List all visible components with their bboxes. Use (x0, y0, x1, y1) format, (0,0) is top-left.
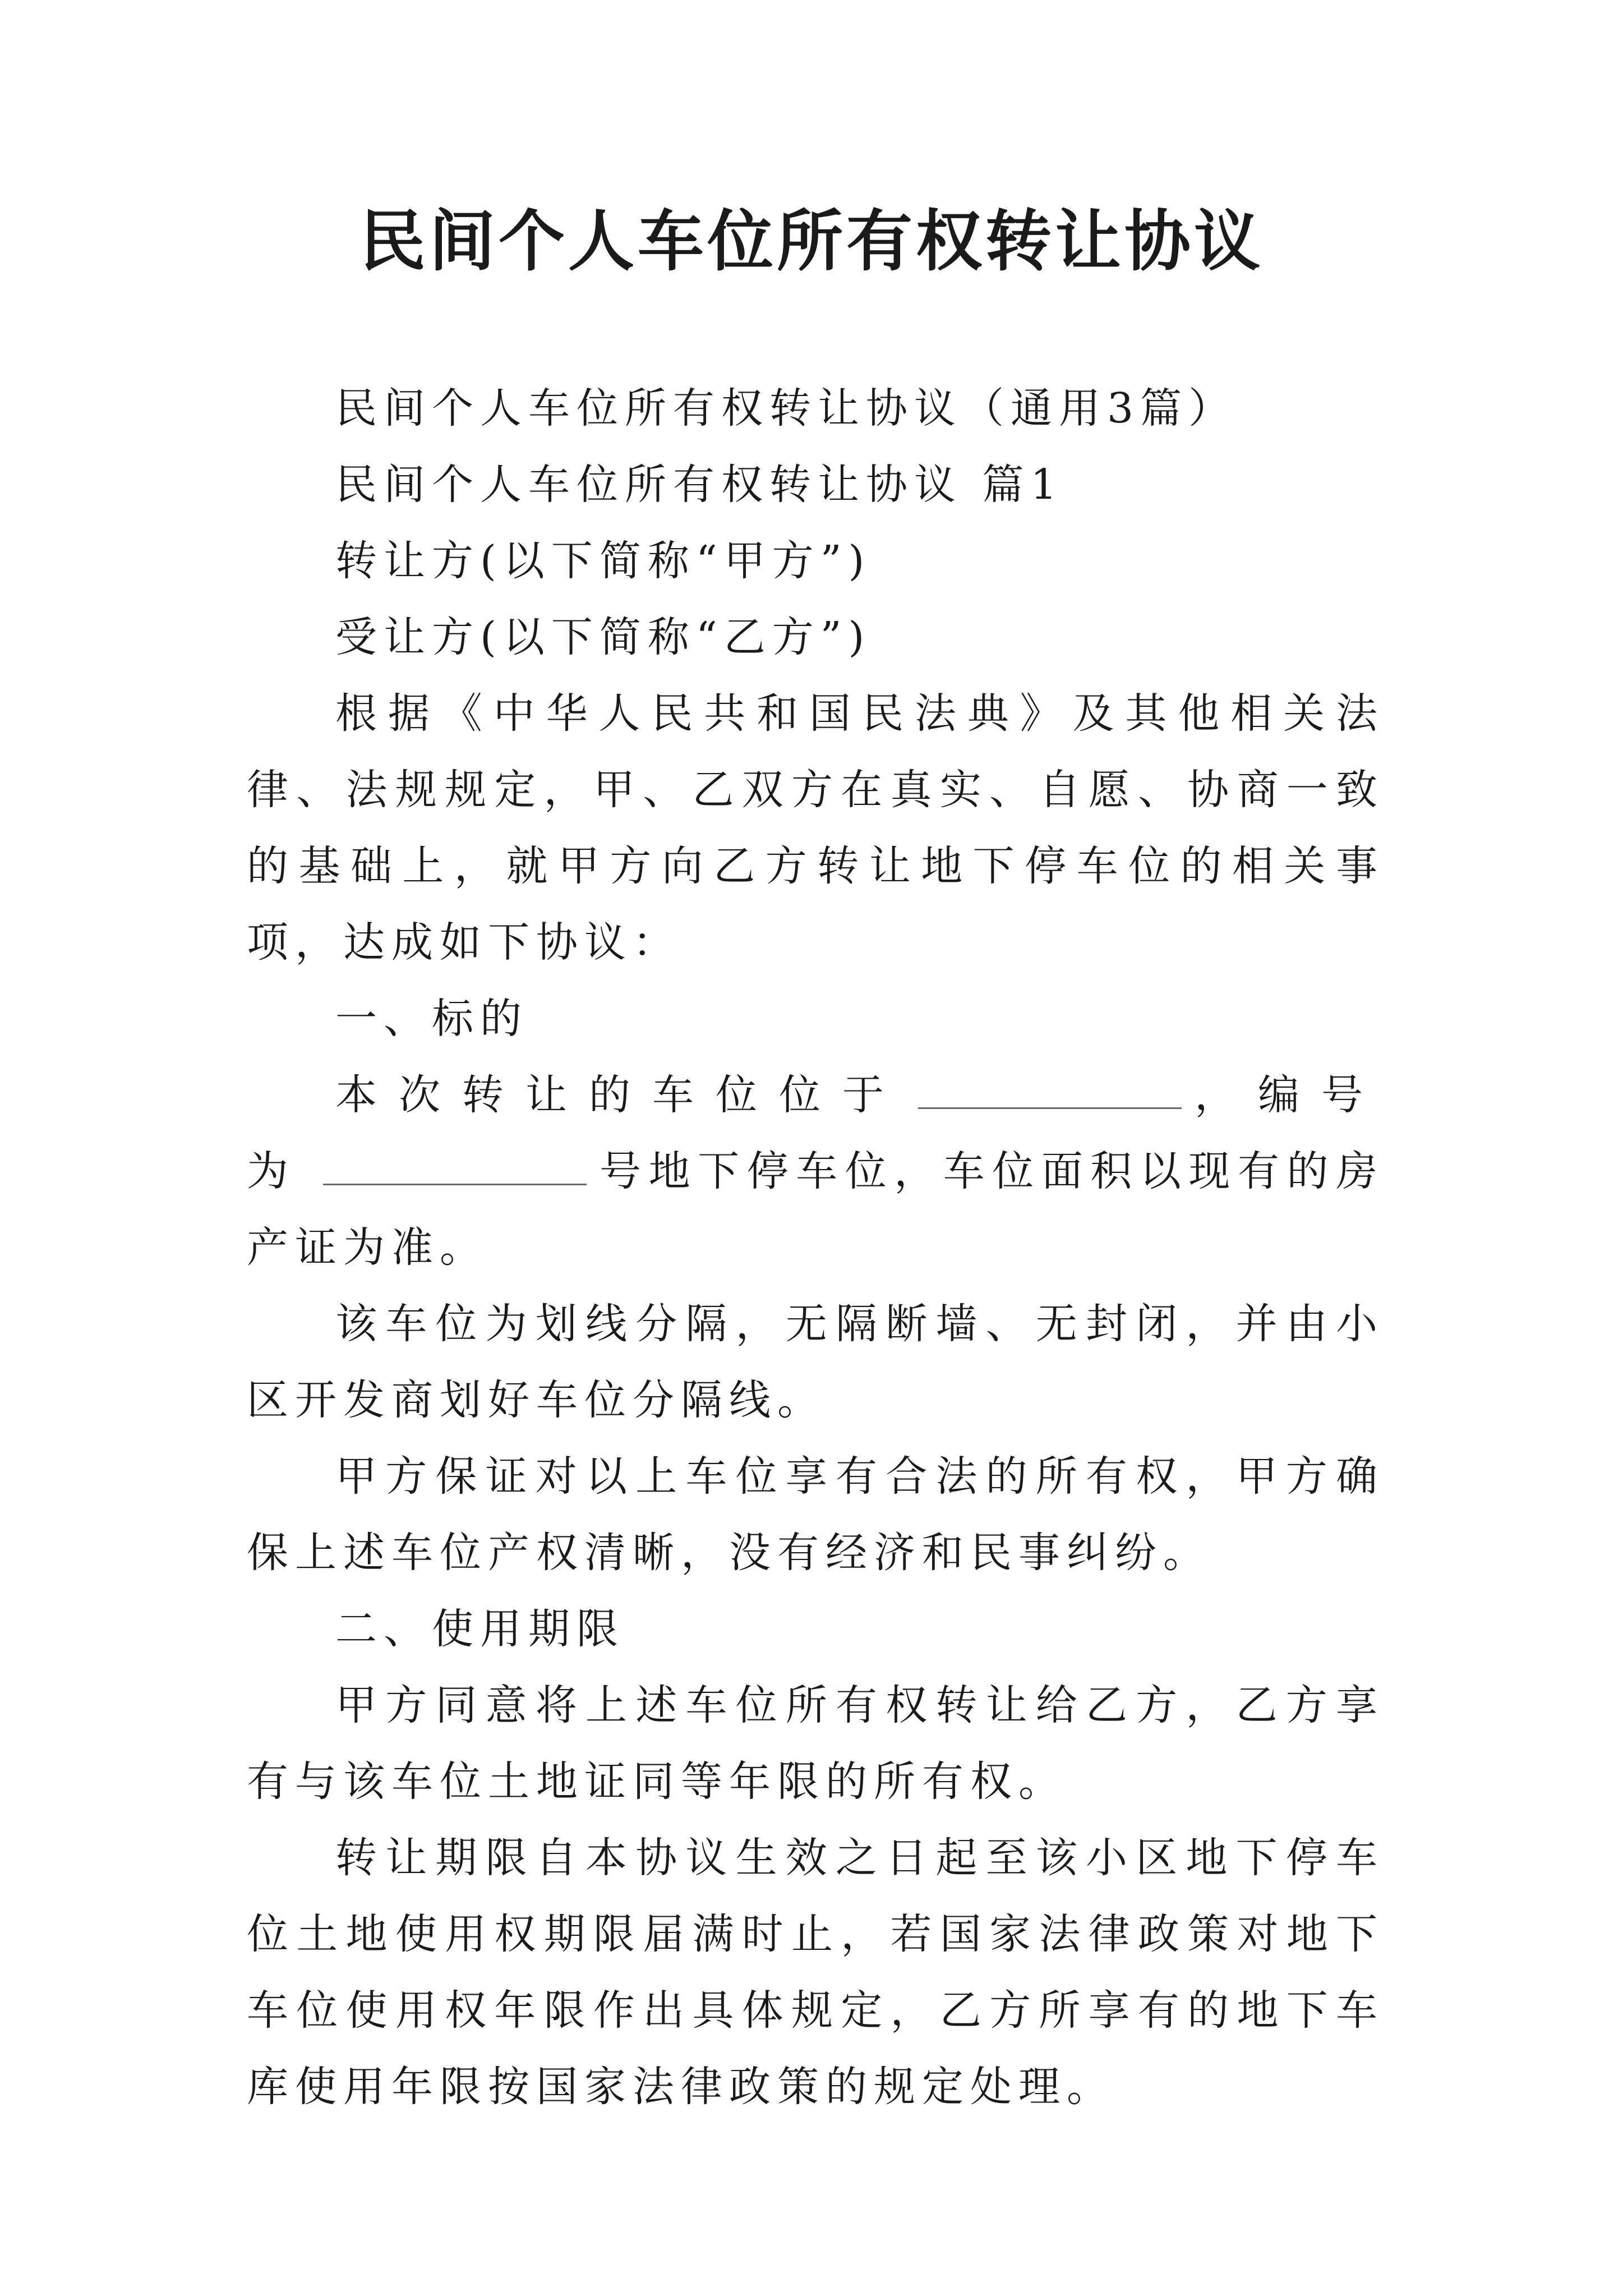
term-paragraph-1: 甲方同意将上述车位所有权转让给乙方，乙方享有与该车位土地证同等年限的所有权。 (247, 1681, 1384, 1806)
party-a-line: 转让方(以下简称“甲方”) (335, 537, 872, 585)
party-b-line: 受让方(以下简称“乙方”) (335, 613, 872, 661)
chapter-heading: 民间个人车位所有权转让协议 篇1 (335, 461, 1064, 509)
subject-paragraph (247, 1057, 1384, 1286)
subtitle-line: 民间个人车位所有权转让协议（通用3篇） (335, 384, 1237, 432)
divider-paragraph: 该车位为划线分隔，无隔断墙、无封闭，并由小区开发商划好车位分隔线。 (247, 1300, 1384, 1424)
preamble-paragraph: 根据《中华人民共和国民法典》及其他相关法律、法规规定，甲、乙双方在真实、自愿、协商一致的基础上，就甲方向乙方转让地下停车位的相关事项，达成如下协议： (247, 689, 1384, 967)
document-title: 民间个人车位所有权转让协议 (359, 202, 1264, 280)
section-heading-2: 二、使用期限 (335, 1605, 625, 1653)
subject-text-part1: 本次转让的车位位于 (335, 1071, 906, 1119)
location-blank-field[interactable] (918, 1075, 1182, 1109)
subject-text-part2: ，编号为 (247, 1071, 1384, 1195)
ownership-guarantee-paragraph: 甲方保证对以上车位享有合法的所有权，甲方确保上述车位产权清晰，没有经济和民事纠纷。 (247, 1452, 1384, 1577)
number-blank-field[interactable] (323, 1151, 587, 1185)
section-heading-1: 一、标的 (335, 995, 528, 1043)
document-body (247, 370, 1384, 2125)
term-paragraph-2: 转让期限自本协议生效之日起至该小区地下停车位土地使用权期限届满时止，若国家法律政策对地下车位使用权年限作出具体规定，乙方所享有的地下车库使用年限按国家法律政策的规定处理。 (247, 1834, 1384, 2111)
subject-text-part3: 号地下停车位，车位面积以现有的房产证为准。 (247, 1147, 1384, 1272)
